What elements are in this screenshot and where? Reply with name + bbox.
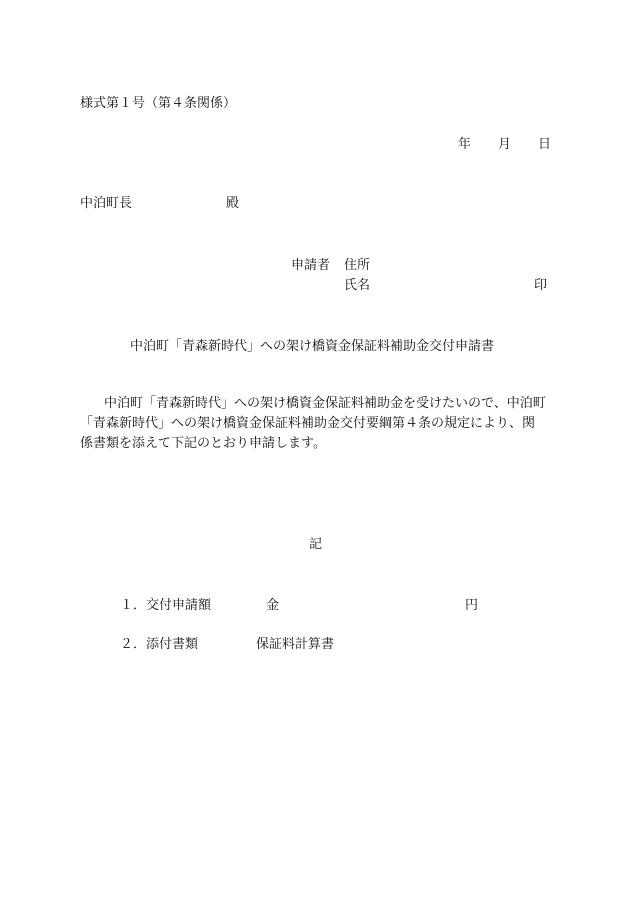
date-month-label: 月: [498, 137, 512, 152]
name-label: 氏名: [344, 278, 371, 293]
item-amount-suffix: 円: [465, 598, 479, 613]
ki-heading: 記: [309, 537, 323, 552]
address-label: 住所: [344, 258, 371, 273]
date-day-label: 日: [538, 137, 552, 152]
body-text-line: 「青森新時代」への架け橋資金保証料補助金交付要綱第４条の規定により、関: [80, 416, 536, 431]
document-title: 中泊町「青森新時代」への架け橋資金保証料補助金交付申請書: [130, 339, 495, 354]
addressee-honorific: 殿: [226, 196, 240, 211]
item-amount-prefix: 金: [266, 598, 280, 613]
item-attachments-label: ２．添付書類: [120, 637, 199, 652]
item-application-amount-label: １．交付申請額: [120, 598, 212, 613]
body-text-line: 中泊町「青森新時代」への架け橋資金保証料補助金を受けたいので、中泊町: [104, 396, 546, 411]
item-attachments-value: 保証料計算書: [256, 637, 335, 652]
addressee-name: 中泊町長: [80, 196, 133, 211]
seal-label: 印: [534, 278, 548, 293]
body-text-line: 係書類を添えて下記のとおり申請します。: [80, 436, 326, 451]
applicant-label: 申請者: [291, 258, 331, 273]
date-year-label: 年: [458, 137, 472, 152]
form-number: 様式第１号（第４条関係）: [80, 96, 237, 111]
